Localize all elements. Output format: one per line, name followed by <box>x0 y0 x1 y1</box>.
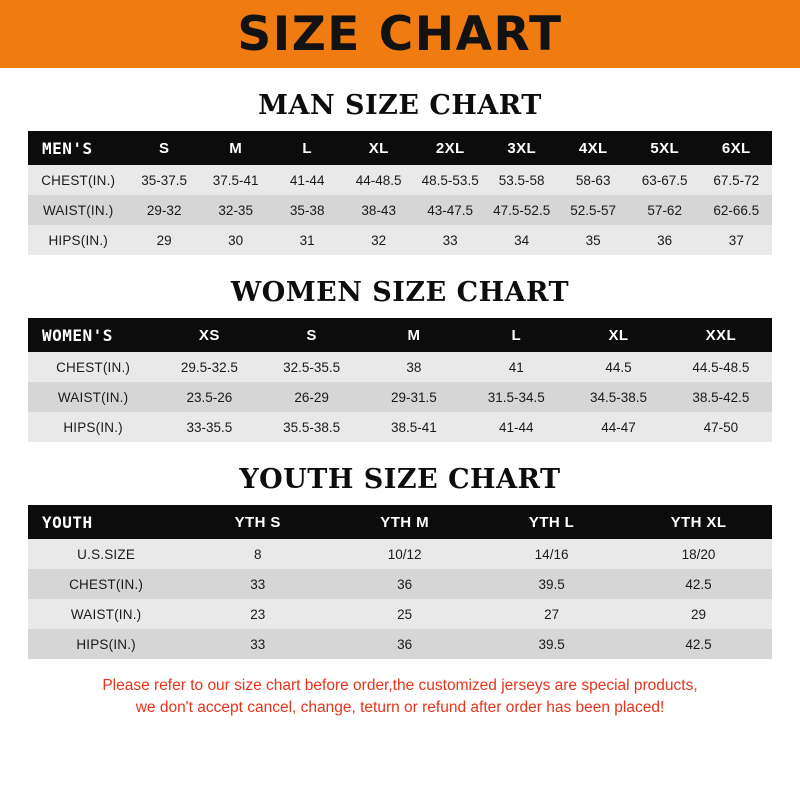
table-cell: 38.5-42.5 <box>670 382 772 412</box>
row-header: U.S.SIZE <box>28 539 184 569</box>
table-cell: 44.5-48.5 <box>670 352 772 382</box>
table-cell: 36 <box>629 225 701 255</box>
table-cell: 35 <box>557 225 629 255</box>
table-header-row <box>28 318 772 352</box>
disclaimer-line-2: we don't accept cancel, change, teturn or refund after order has been placed! <box>135 699 665 717</box>
table-cell: 44.5 <box>567 352 669 382</box>
table-cell: 27 <box>478 599 625 629</box>
table-cell: 29.5-32.5 <box>158 352 260 382</box>
column-header: S <box>128 131 200 165</box>
column-header: 3XL <box>486 131 558 165</box>
column-header: XS <box>158 318 260 352</box>
disclaimer-note <box>26 675 774 720</box>
page-title: SIZE CHART <box>237 6 563 62</box>
table-row <box>28 539 772 569</box>
table-cell: 39.5 <box>478 629 625 659</box>
column-header: WOMEN'S <box>28 318 158 352</box>
table-row <box>28 352 772 382</box>
table-cell: 43-47.5 <box>414 195 486 225</box>
row-header: WAIST(IN.) <box>28 599 184 629</box>
column-header: M <box>200 131 272 165</box>
table-cell: 42.5 <box>625 629 772 659</box>
youth-size-table <box>28 505 772 659</box>
table-cell: 35.5-38.5 <box>260 412 362 442</box>
row-header: HIPS(IN.) <box>28 629 184 659</box>
women-size-table-wrap <box>28 318 772 442</box>
column-header: YTH M <box>331 505 478 539</box>
table-cell: 35-38 <box>271 195 343 225</box>
table-cell: 31.5-34.5 <box>465 382 567 412</box>
table-cell: 47.5-52.5 <box>486 195 558 225</box>
column-header: YOUTH <box>28 505 184 539</box>
table-row <box>28 225 772 255</box>
table-cell: 38 <box>363 352 465 382</box>
column-header: XL <box>343 131 415 165</box>
table-row <box>28 629 772 659</box>
women-section-title: WOMEN SIZE CHART <box>230 277 570 308</box>
table-cell: 29 <box>625 599 772 629</box>
table-cell: 26-29 <box>260 382 362 412</box>
table-cell: 14/16 <box>478 539 625 569</box>
man-size-table <box>28 131 772 255</box>
table-cell: 36 <box>331 629 478 659</box>
column-header: L <box>465 318 567 352</box>
women-size-table <box>28 318 772 442</box>
column-header: YTH S <box>184 505 331 539</box>
table-cell: 53.5-58 <box>486 165 558 195</box>
row-header: CHEST(IN.) <box>28 165 128 195</box>
table-row <box>28 382 772 412</box>
table-row <box>28 165 772 195</box>
table-cell: 33 <box>184 629 331 659</box>
table-cell: 47-50 <box>670 412 772 442</box>
row-header: HIPS(IN.) <box>28 225 128 255</box>
table-cell: 32.5-35.5 <box>260 352 362 382</box>
table-cell: 37.5-41 <box>200 165 272 195</box>
table-cell: 41 <box>465 352 567 382</box>
table-cell: 57-62 <box>629 195 701 225</box>
row-header: CHEST(IN.) <box>28 352 158 382</box>
column-header: 4XL <box>557 131 629 165</box>
table-cell: 30 <box>200 225 272 255</box>
table-cell: 62-66.5 <box>700 195 772 225</box>
table-header-row <box>28 505 772 539</box>
table-cell: 67.5-72 <box>700 165 772 195</box>
table-cell: 33 <box>184 569 331 599</box>
table-cell: 32 <box>343 225 415 255</box>
column-header: 5XL <box>629 131 701 165</box>
table-cell: 39.5 <box>478 569 625 599</box>
header-banner <box>0 0 800 68</box>
table-row <box>28 412 772 442</box>
column-header: YTH XL <box>625 505 772 539</box>
row-header: CHEST(IN.) <box>28 569 184 599</box>
table-cell: 48.5-53.5 <box>414 165 486 195</box>
table-cell: 18/20 <box>625 539 772 569</box>
row-header: WAIST(IN.) <box>28 382 158 412</box>
disclaimer-line-1: Please refer to our size chart before order,the customized jerseys are special products, <box>102 677 698 694</box>
table-cell: 23 <box>184 599 331 629</box>
youth-size-table-wrap <box>28 505 772 659</box>
table-cell: 32-35 <box>200 195 272 225</box>
column-header: M <box>363 318 465 352</box>
table-cell: 29 <box>128 225 200 255</box>
table-cell: 23.5-26 <box>158 382 260 412</box>
table-cell: 41-44 <box>271 165 343 195</box>
table-cell: 37 <box>700 225 772 255</box>
table-cell: 34 <box>486 225 558 255</box>
table-cell: 44-47 <box>567 412 669 442</box>
man-size-table-wrap <box>28 131 772 255</box>
table-cell: 35-37.5 <box>128 165 200 195</box>
table-cell: 33-35.5 <box>158 412 260 442</box>
table-row <box>28 569 772 599</box>
table-cell: 34.5-38.5 <box>567 382 669 412</box>
column-header: S <box>260 318 362 352</box>
table-header-row <box>28 131 772 165</box>
column-header: 2XL <box>414 131 486 165</box>
table-row <box>28 195 772 225</box>
table-cell: 8 <box>184 539 331 569</box>
table-cell: 38-43 <box>343 195 415 225</box>
table-cell: 29-31.5 <box>363 382 465 412</box>
column-header: YTH L <box>478 505 625 539</box>
table-cell: 31 <box>271 225 343 255</box>
table-cell: 58-63 <box>557 165 629 195</box>
table-cell: 25 <box>331 599 478 629</box>
table-cell: 52.5-57 <box>557 195 629 225</box>
table-cell: 63-67.5 <box>629 165 701 195</box>
column-header: XL <box>567 318 669 352</box>
column-header: XXL <box>670 318 772 352</box>
table-cell: 29-32 <box>128 195 200 225</box>
column-header: 6XL <box>700 131 772 165</box>
row-header: WAIST(IN.) <box>28 195 128 225</box>
column-header: MEN'S <box>28 131 128 165</box>
table-cell: 41-44 <box>465 412 567 442</box>
table-cell: 44-48.5 <box>343 165 415 195</box>
table-cell: 36 <box>331 569 478 599</box>
table-row <box>28 599 772 629</box>
table-cell: 33 <box>414 225 486 255</box>
youth-section-title: YOUTH SIZE CHART <box>239 464 561 495</box>
table-cell: 10/12 <box>331 539 478 569</box>
row-header: HIPS(IN.) <box>28 412 158 442</box>
table-cell: 38.5-41 <box>363 412 465 442</box>
table-cell: 42.5 <box>625 569 772 599</box>
man-section-title: MAN SIZE CHART <box>258 90 542 121</box>
column-header: L <box>271 131 343 165</box>
